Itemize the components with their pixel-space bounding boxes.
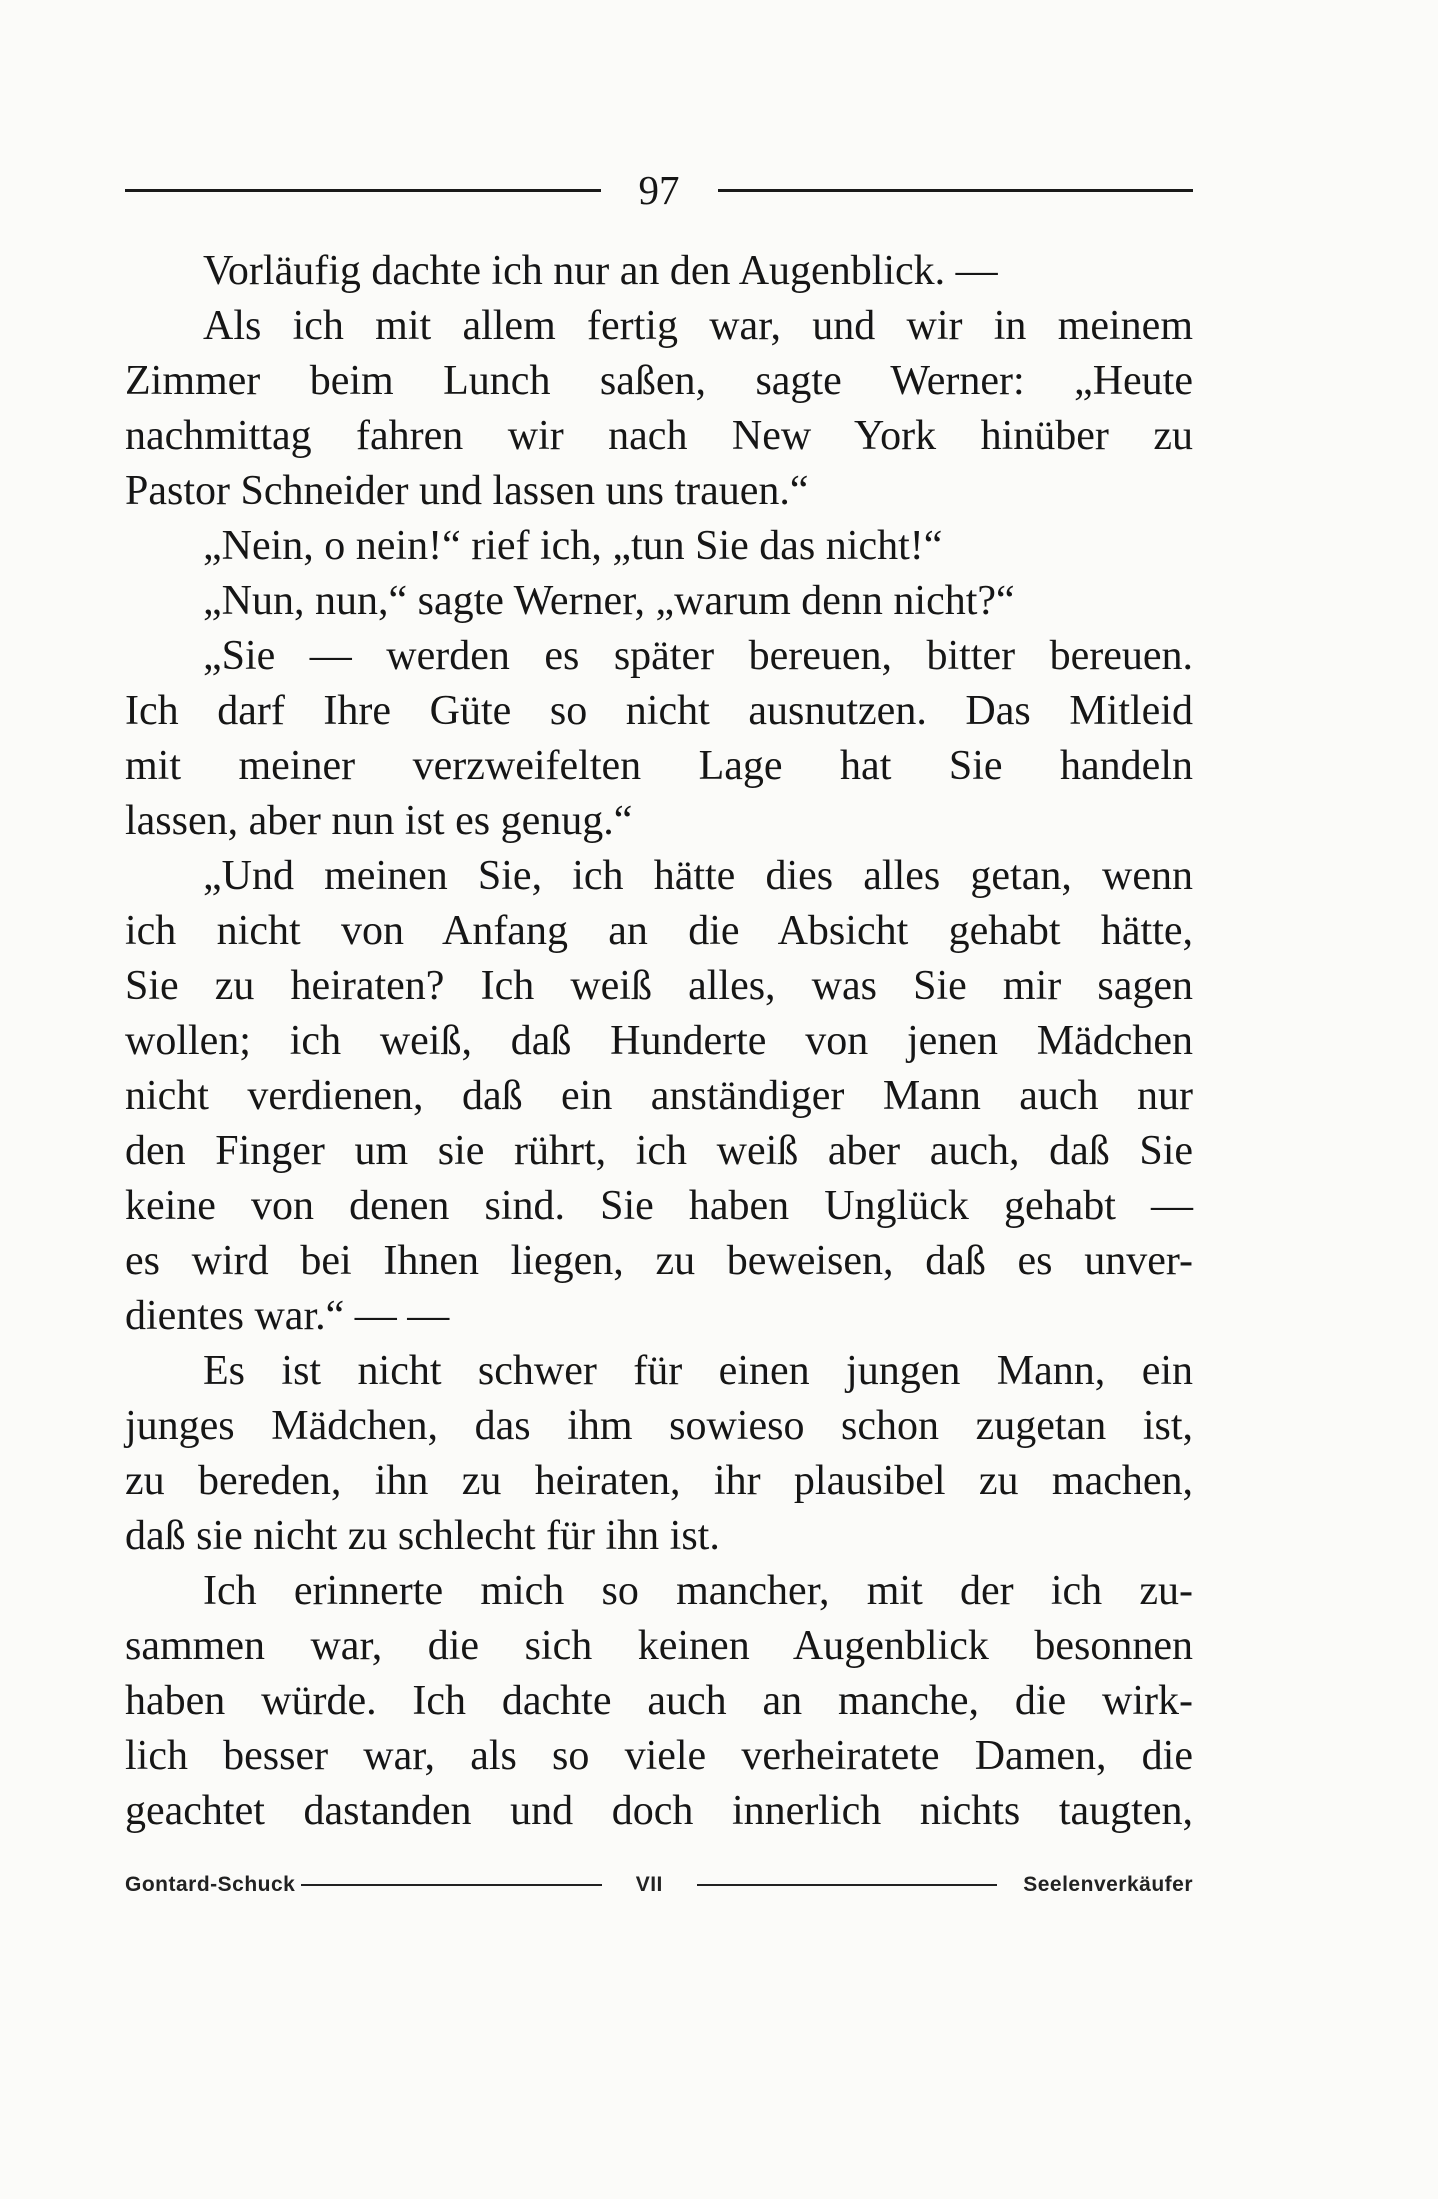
page-footer xyxy=(125,1865,1193,1905)
text-line: ich nicht von Anfang an die Absicht gehabt hätte, xyxy=(125,908,1193,954)
page-header xyxy=(125,162,1193,218)
text-line: „Nun, nun,“ sagte Werner, „warum denn nicht?“ xyxy=(203,578,1015,624)
footer-rule-left xyxy=(301,1884,601,1886)
footer-title: Seelenverkäufer xyxy=(1023,1873,1194,1896)
text-line: keine von denen sind. Sie haben Unglück gehabt — xyxy=(125,1183,1193,1229)
text-line: lassen, aber nun ist es genug.“ xyxy=(125,798,633,844)
text-line: wollen; ich weiß, daß Hunderte von jenen Mädchen xyxy=(125,1018,1193,1064)
text-line: „Sie — werden es später bereuen, bitter bereuen. xyxy=(203,633,1193,679)
text-line: den Finger um sie rührt, ich weiß aber auch, daß Sie xyxy=(125,1128,1193,1174)
text-line: haben würde. Ich dachte auch an manche, die wirk- xyxy=(125,1678,1193,1724)
text-line: mit meiner verzweifelten Lage hat Sie handeln xyxy=(125,743,1193,789)
text-line: Zimmer beim Lunch saßen, sagte Werner: „Heute xyxy=(125,358,1193,404)
footer-rule-right xyxy=(697,1884,997,1886)
body-text xyxy=(125,244,1193,1839)
text-line: Als ich mit allem fertig war, und wir in meinem xyxy=(203,303,1193,349)
text-line: „Nein, o nein!“ rief ich, „tun Sie das nicht!“ xyxy=(203,523,943,569)
footer-author: Gontard-Schuck xyxy=(125,1873,296,1896)
text-line: junges Mädchen, das ihm sowieso schon zugetan ist, xyxy=(125,1403,1193,1449)
text-line: „Und meinen Sie, ich hätte dies alles getan, wenn xyxy=(203,853,1193,899)
text-line: Ich erinnerte mich so mancher, mit der ich zu- xyxy=(203,1568,1193,1614)
header-rule-right xyxy=(718,189,1194,192)
text-line: dientes war.“ — — xyxy=(125,1293,450,1339)
page-number: 97 xyxy=(638,166,680,213)
text-line: es wird bei Ihnen liegen, zu beweisen, daß es unver- xyxy=(125,1238,1193,1284)
text-line: Vorläufig dachte ich nur an den Augenblick. — xyxy=(203,248,998,294)
text-line: Ich darf Ihre Güte so nicht ausnutzen. Das Mitleid xyxy=(125,688,1193,734)
text-line: lich besser war, als so viele verheiratete Damen, die xyxy=(125,1733,1193,1779)
footer-sheet-signature: VII xyxy=(635,1873,663,1896)
text-line: Pastor Schneider und lassen uns trauen.“ xyxy=(125,468,809,514)
text-line: nicht verdienen, daß ein anständiger Mann auch nur xyxy=(125,1073,1193,1119)
header-rule-left xyxy=(125,189,601,192)
text-line: zu bereden, ihn zu heiraten, ihr plausibel zu machen, xyxy=(125,1458,1193,1504)
text-line: nachmittag fahren wir nach New York hinüber zu xyxy=(125,413,1193,459)
text-line: daß sie nicht zu schlecht für ihn ist. xyxy=(125,1513,720,1559)
text-line: geachtet dastanden und doch innerlich nichts taugten, xyxy=(125,1788,1193,1834)
text-line: Sie zu heiraten? Ich weiß alles, was Sie mir sagen xyxy=(125,963,1193,1009)
text-line: Es ist nicht schwer für einen jungen Mann, ein xyxy=(203,1348,1193,1394)
text-line: sammen war, die sich keinen Augenblick besonnen xyxy=(125,1623,1193,1669)
